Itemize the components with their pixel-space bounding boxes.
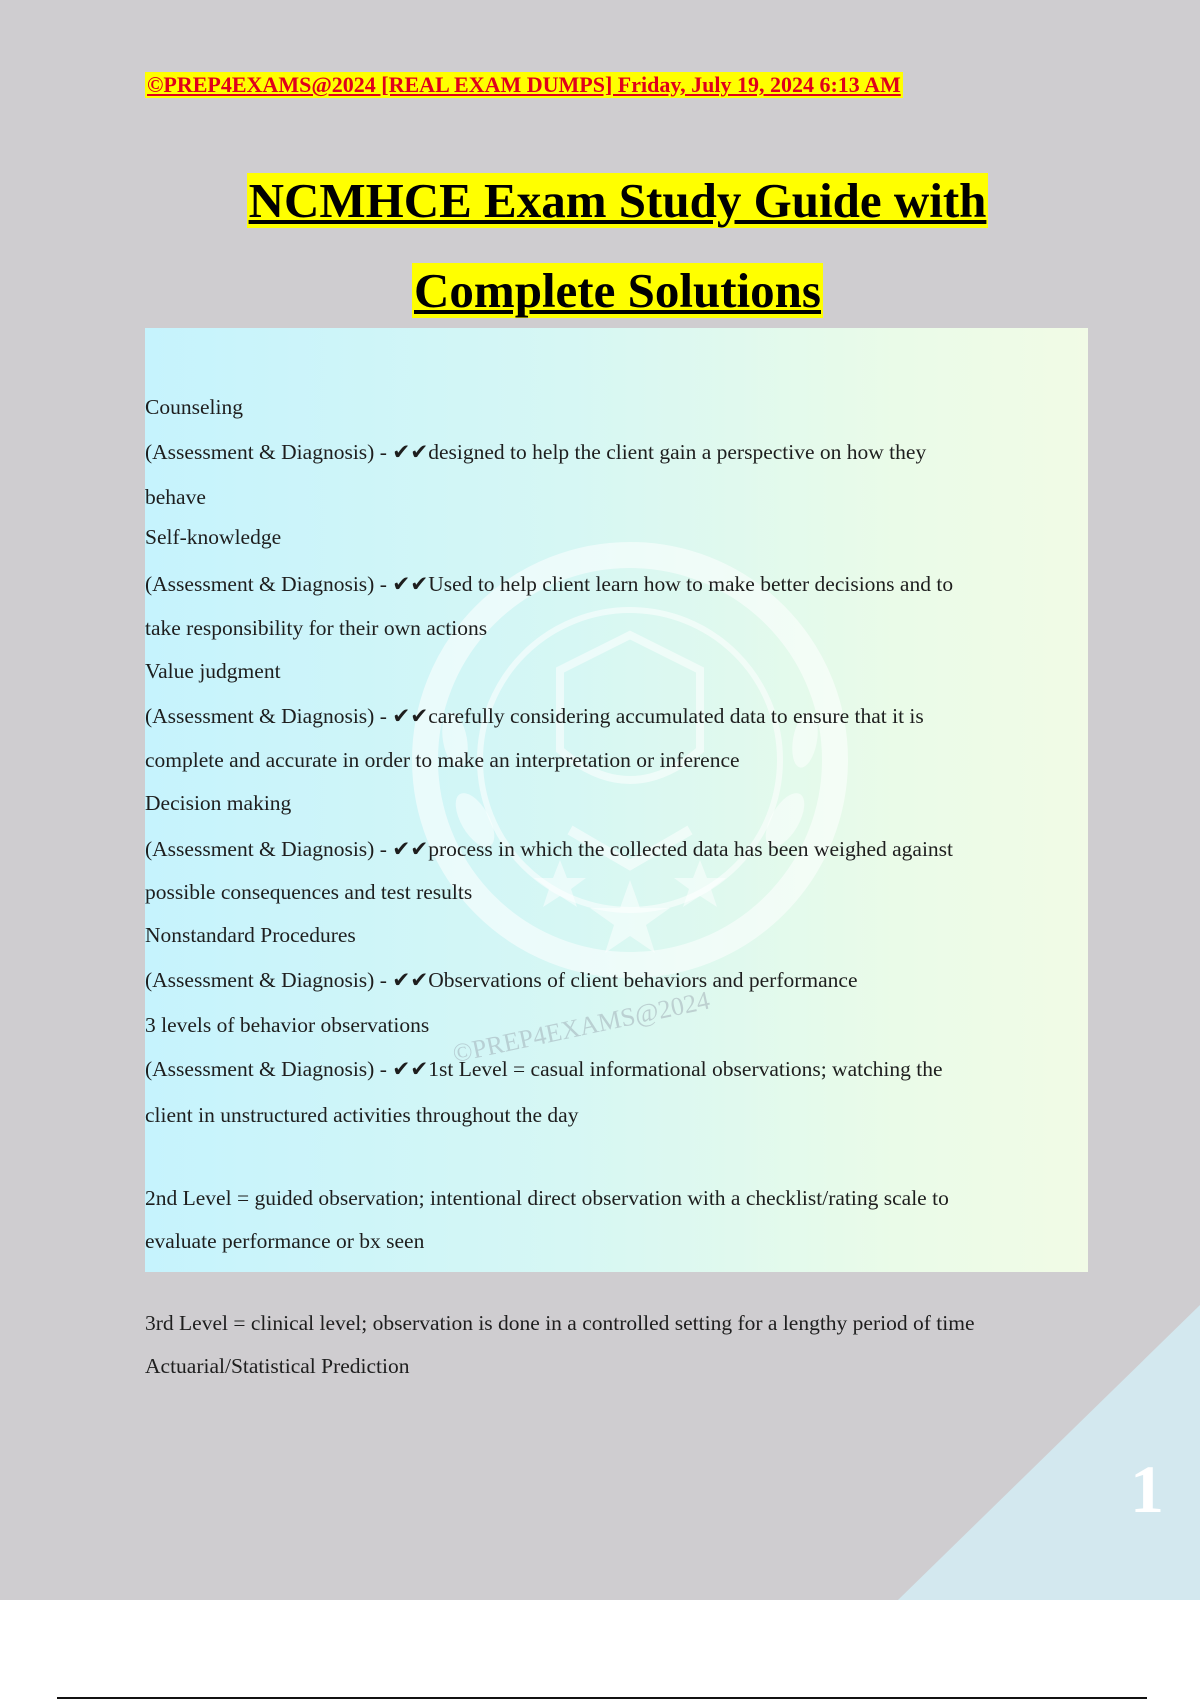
content-line: client in unstructured activities throughout the day — [145, 1103, 579, 1127]
content-line: (Assessment & Diagnosis) - ✔✔designed to help the client gain a perspective on how they — [145, 440, 927, 464]
watermark-text: ©PREP4EXAMS@2024 — [450, 985, 713, 1069]
content-line: Self-knowledge — [145, 525, 282, 549]
content-line: Actuarial/Statistical Prediction — [145, 1354, 410, 1378]
content-line: Counseling — [145, 395, 243, 419]
content-line: take responsibility for their own actions — [145, 616, 488, 640]
document-title-line-1: NCMHCE Exam Study Guide with — [248, 173, 987, 228]
content-line: Decision making — [145, 791, 292, 815]
content-line: 2nd Level = guided observation; intentional direct observation with a checklist/rating scale to — [145, 1186, 949, 1210]
content-line: evaluate performance or bx seen — [145, 1229, 425, 1253]
content-line: (Assessment & Diagnosis) - ✔✔carefully considering accumulated data to ensure that it is — [145, 704, 924, 728]
page-number: 1 — [1130, 1451, 1164, 1527]
content-line: Nonstandard Procedures — [145, 923, 356, 947]
content-line: 3rd Level = clinical level; observation is done in a controlled setting for a lengthy period of time — [145, 1311, 975, 1335]
content-line: (Assessment & Diagnosis) - ✔✔1st Level = casual informational observations; watching the — [145, 1057, 943, 1081]
content-line: possible consequences and test results — [145, 880, 473, 904]
content-line: (Assessment & Diagnosis) - ✔✔Used to help client learn how to make better decisions and to — [145, 572, 954, 596]
footer-divider — [57, 1697, 1147, 1699]
header-stamp: ©PREP4EXAMS@2024 [REAL EXAM DUMPS] Friday, July 19, 2024 6:13 AM — [147, 72, 901, 97]
document-title-line-2: Complete Solutions — [413, 263, 821, 318]
content-line: complete and accurate in order to make an interpretation or inference — [145, 748, 740, 772]
content-line: behave — [145, 485, 206, 509]
content-line: (Assessment & Diagnosis) - ✔✔Observations of client behaviors and performance — [145, 968, 858, 992]
content-line: (Assessment & Diagnosis) - ✔✔process in which the collected data has been weighed against — [145, 837, 954, 861]
content-line: Value judgment — [145, 659, 281, 683]
content-line: 3 levels of behavior observations — [145, 1013, 430, 1037]
